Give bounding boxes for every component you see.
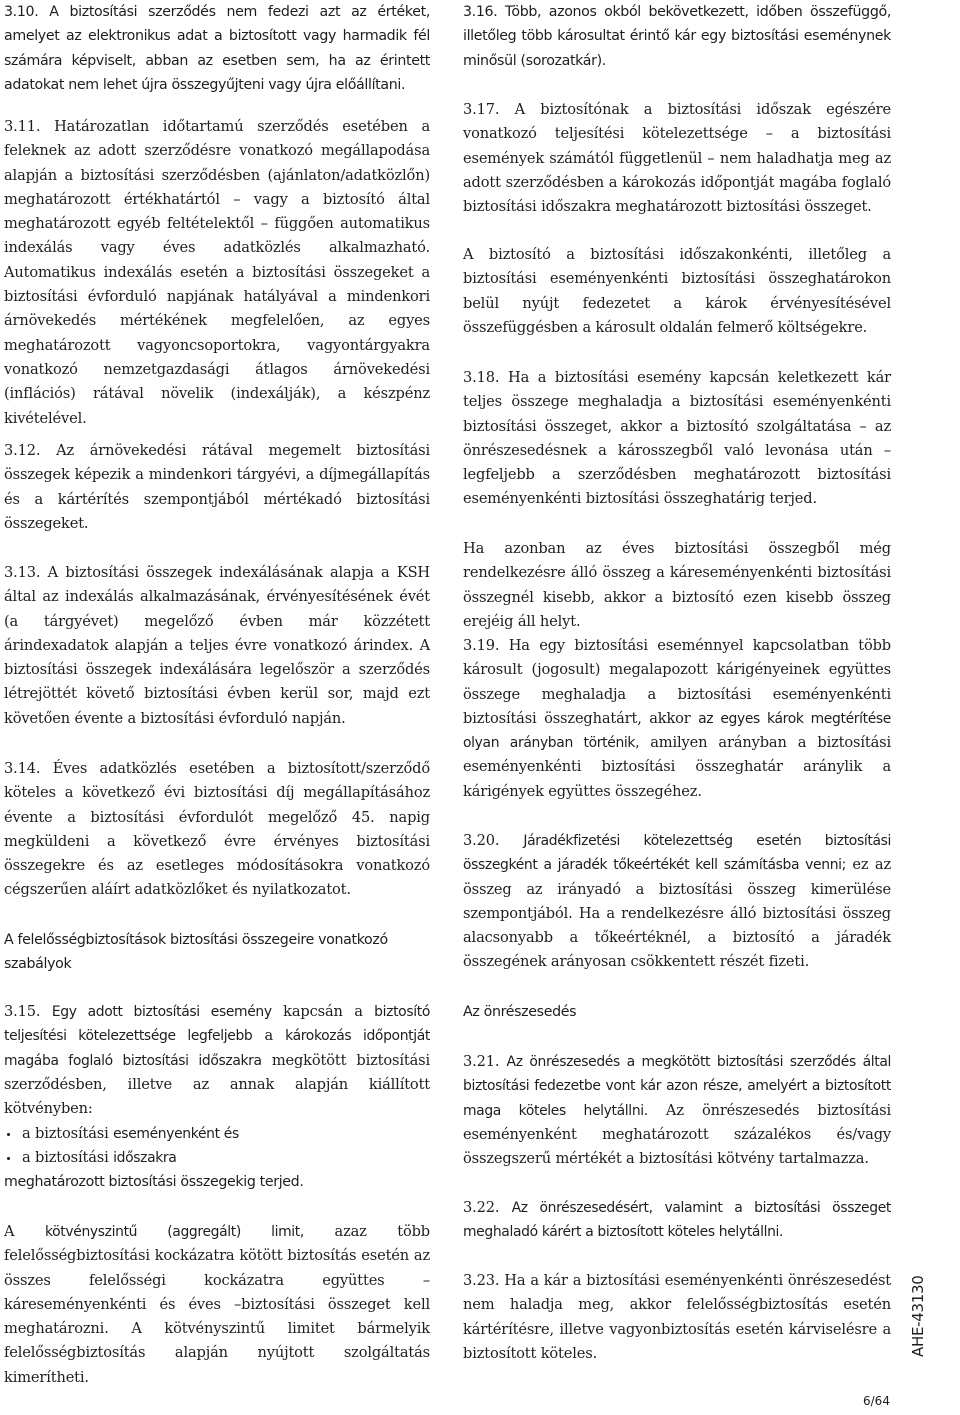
paragraph-3-21: [463, 1050, 891, 1171]
paragraph-3-19: [463, 634, 891, 804]
p321-emphasis: Az önrészesedés a megkötött biztosítási szerződés által biztosítási fedezetbe vont kár azon része, amelyért a biztosított maga köteles helytállni.: [463, 1054, 892, 1119]
bullet-text: a biztosítási: [22, 1125, 114, 1142]
paragraph-3-12: 3.12. Az árnövekedési rátával megemelt biztosítási összegek képezik a mindenkori tárgyévi, a díjmegállapítás és a kártérítés szempontjából mértékadó biztosítási összegeket.: [4, 442, 430, 532]
aggregate-text-1: A: [4, 1223, 45, 1240]
bullet-emphasis: időszakra: [113, 1150, 177, 1167]
paragraph-3-10: 3.10. A biztosítási szerződés nem fedezi azt az értéket, amelyet az elektronikus adat a biztosított vagy harmadik fél számára képviselt, abban az esetben sem, ha az érintett adatokat nem lehet újra összegyűjteni vagy újra előállítani.: [4, 4, 430, 93]
paragraph-3-15-tail: meghatározott biztosítási összegekig terjed.: [4, 1174, 304, 1190]
p321-text: Az önrészesedés biztosítási eseményenként meghatározott százalékos és/vagy összegszerű mértékét a biztosítási kötvény tartalmazza.: [463, 1101, 892, 1168]
paragraph-aggregate-limit: [4, 1220, 430, 1390]
p315-text-3: megkötött biztosítási szerződésben, illetve az annak alapján kiállított kötvényben:: [4, 1051, 430, 1118]
p319-text-2: amilyen arányban a biztosítási eseményenkénti biztosítási összeghatár aránylik a kárigények együttes összegéhez.: [463, 734, 891, 800]
p319-text-1: 3.19. Ha egy biztosítási eseménnyel kapcsolatban több károsult (jogosult) megalapozott kárigényeinek együttes összege meghaladja a biztosítási eseményenkénti biztosítási összeghatárt, akkor: [463, 637, 891, 727]
list-item: [4, 1146, 430, 1170]
paragraph-3-23: 3.23. Ha a kár a biztosítási eseményenkénti önrészesedést nem haladja meg, akkor felelősségbiztosítás esetén kártérítésre, illetve vagyonbiztosítás esetén kárviselésre a biztosított köteles.: [463, 1272, 891, 1362]
limit-bullet-list: [4, 1122, 430, 1171]
section-heading-liability: A felelősségbiztosítások biztosítási összegeire vonatkozó szabályok: [4, 932, 388, 973]
p315-text-2: a: [252, 1027, 286, 1045]
p315-text-1: kapcsán a: [271, 1003, 375, 1020]
p320-emphasis: Járadékfizetési kötelezettség esetén biztosítási összegként a járadék tőkeértékét kell számításba venni;: [463, 833, 892, 874]
paragraph-3-18-continued: Ha azonban az éves biztosítási összegből még rendelkezésre álló összeg a káreseményenkénti biztosítási összegnél kisebb, akkor a biztosító ezen kisebb összeg erejéig áll helyt.: [463, 540, 891, 630]
paragraph-3-16: 3.16. Több, azonos okból bekövetkezett, időben összefüggő, illetőleg több károsultat érintő kár egy biztosítási eseménynek minősül (sorozatkár).: [463, 4, 891, 69]
paragraph-3-17-continued: A biztosító a biztosítási időszakonkénti, illetőleg a biztosítási eseményenkénti biztosítási összeghatárokon belül nyújt fedezetet a károk érvényesítésével összefüggésben a károsult oldalán felmerő költségekre.: [463, 246, 891, 336]
paragraph-3-13: 3.13. A biztosítási összegek indexálásának alapja a KSH által az indexálás alkalmazásának, érvényesítésének évét (a tárgyévet) megelőző évben már közzétett árindexadatok alapján a teljes évre vonatkozó árindex. A biztosítási összegek indexálására legelőször a szerződés létrejöttét követő biztosítási évben kerül sor, majd ezt követően évente a biztosítási évforduló napján.: [4, 564, 430, 727]
p321-number: 3.21.: [463, 1053, 507, 1070]
p315-emphasis-1: Egy adott biztosítási esemény: [51, 1004, 272, 1020]
p320-number: 3.20.: [463, 832, 524, 849]
bullet-emphasis: eseményenként és: [113, 1126, 239, 1142]
paragraph-3-15: [4, 1000, 430, 1121]
p322-number: 3.22.: [463, 1199, 512, 1216]
list-item: [4, 1122, 430, 1146]
paragraph-3-20: [463, 829, 891, 975]
p315-emphasis-3: károkozás időpontját magába foglaló biztosítási időszakra: [4, 1028, 431, 1069]
section-heading-deductible: Az önrészesedés: [463, 1004, 577, 1020]
paragraph-3-17: 3.17. A biztosítónak a biztosítási időszak egészére vonatkozó teljesítési kötelezettsége – a biztosítási események számától függetlenül – nem haladhatja meg az adott szerződésben a károkozás időpontját magába foglaló biztosítási időszakra meghatározott biztosítási összeget.: [463, 101, 891, 216]
p319-emphasis: az egyes károk megtérítése olyan arányban történik,: [463, 710, 892, 752]
document-code: AHE-43130: [909, 1275, 927, 1357]
page-number: 6/64: [863, 1394, 890, 1408]
paragraph-3-14: 3.14. Éves adatközlés esetében a biztosított/szerződő köteles a következő évi biztosítási díj megállapításához évente a biztosítási évfordulót megelőző 45. napig megküldeni a következő évre érvényes biztosítási összegekre és az esetleges módosításokra vonatkozó cégszerűen aláírt adatközlőket és nyilatkozatot.: [4, 760, 430, 899]
bullet-text: a biztosítási: [22, 1149, 114, 1167]
paragraph-3-18: 3.18. Ha a biztosítási esemény kapcsán keletkezett kár teljes összege meghaladja a biztosítási eseményenkénti biztosítási összeget, akkor a biztosító szolgáltatása – az önrészesedésnek a károsszegből való levonása után – legfeljebb a szerződésben meghatározott biztosítási eseményenkénti biztosítási összeghatárig terjed.: [463, 369, 891, 508]
paragraph-3-22: [463, 1196, 891, 1245]
p315-number: 3.15.: [4, 1003, 52, 1020]
aggregate-emphasis: kötvényszintű (aggregált) limit,: [44, 1224, 304, 1240]
p322-emphasis: Az önrészesedésért, valamint a biztosítási összeget meghaladó kárért a biztosított köteles helytállni.: [463, 1200, 891, 1241]
p315-emphasis-2: biztosító teljesítési kötelezettsége legfeljebb: [4, 1004, 430, 1045]
paragraph-3-11: 3.11. Határozatlan időtartamú szerződés esetében a feleknek az adott szerződésre vonatkozó megállapodása alapján a biztosítási szerződésben (ajánlaton/adatközlőn) meghatározott értékhatártól – vagy a biztosító által meghatározott egyéb feltételektől – függően automatikus indexálás vagy éves adatközlés alkalmazható. Automatikus indexálás esetén a biztosítási összegeket a biztosítási évforduló napjának hatályával a mindenkori árnövekedés mértékének megfelelően, az egyes meghatározott vagyoncsoportokra, vagyontárgyakra vonatkozó nemzetgazdasági átlagos árnövekedési (inflációs) rátával növelik (indexálják), a készpénz kivételével.: [4, 118, 430, 427]
p320-text: ez az összeg az irányadó a biztosítási összeg kimerülése szempontjából. Ha a rendelkezésre álló biztosítási összeg alacsonyabb a tőkeértéknél, a biztosító a járadék összegének arányosan csökkentett részét fizeti.: [463, 856, 891, 971]
aggregate-text-2: azaz több felelősségbiztosítási kockázatra kötött biztosítás esetén az összes felelősségi kockázatra együttes – káreseményenkénti és éves –biztosítási összeget kell meghatározni. A kötvényszintű limitet bármelyik felelősségbiztosítás alapján nyújtott szolgáltatás kimerítheti.: [4, 1223, 430, 1386]
